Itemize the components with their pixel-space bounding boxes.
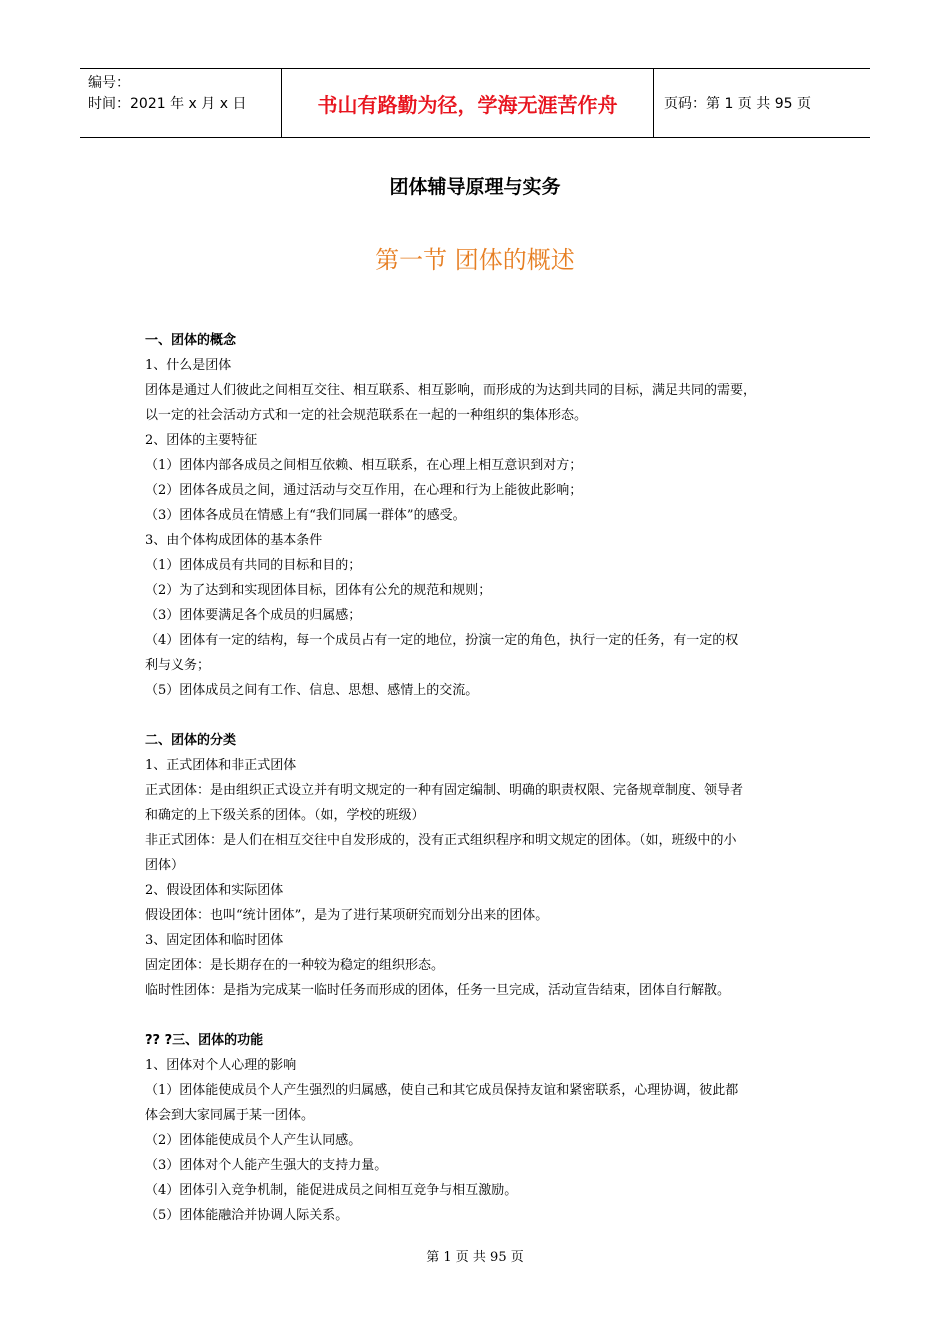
body-line: （1）团体能使成员个人产生强烈的归属感，使自己和其它成员保持友谊和紧密联系，心理协调，彼此都	[145, 1083, 739, 1098]
body-line: 团体是通过人们彼此之间相互交往、相互联系、相互影响，而形成的为达到共同的目标，满足共同的需要，	[145, 383, 757, 398]
document-body	[145, 328, 815, 1228]
body-line: 非正式团体：是人们在相互交往中自发形成的，没有正式组织程序和明文规定的团体。（如，班级中的小	[145, 833, 737, 848]
blank-line	[145, 703, 815, 728]
section-heading: ?? ?三、团体的功能	[145, 1033, 264, 1048]
body-line: （3）团体各成员在情感上有“我们同属一群体”的感受。	[145, 508, 466, 523]
number-label: 编号：	[88, 75, 130, 91]
section-heading: 二、团体的分类	[145, 733, 237, 748]
body-line: 1、团体对个人心理的影响	[145, 1058, 297, 1073]
header-meta	[80, 69, 282, 137]
body-line: 2、团体的主要特征	[145, 433, 258, 448]
body-line: （3）团体要满足各个成员的归属感；	[145, 608, 362, 623]
body-line: （2）团体各成员之间，通过活动与交互作用，在心理和行为上能彼此影响；	[145, 483, 583, 498]
body-line: 以一定的社会活动方式和一定的社会规范联系在一起的一种组织的集体形态。	[145, 408, 588, 423]
header-table	[80, 68, 870, 138]
body-line: 2、假设团体和实际团体	[145, 883, 284, 898]
body-line: 固定团体：是长期存在的一种较为稳定的组织形态。	[145, 958, 445, 973]
body-line: 1、什么是团体	[145, 358, 232, 373]
time-label: 时间：2021 年 x 月 x 日	[88, 96, 247, 112]
page-footer: 第 1 页 共 95 页	[426, 1250, 524, 1265]
body-line: 利与义务；	[145, 658, 211, 673]
body-line: （5）团体成员之间有工作、信息、思想、感情上的交流。	[145, 683, 479, 698]
body-line: （2）为了达到和实现团体目标，团体有公允的规范和规则；	[145, 583, 492, 598]
body-line: （2）团体能使成员个人产生认同感。	[145, 1133, 362, 1148]
header-page-label: 页码：第 1 页 共 95 页	[664, 96, 811, 112]
section-heading: 一、团体的概念	[145, 333, 237, 348]
blank-line	[145, 1003, 815, 1028]
body-line: （5）团体能融洽并协调人际关系。	[145, 1208, 349, 1223]
body-line: 和确定的上下级关系的团体。（如，学校的班级）	[145, 808, 425, 823]
document-title: 团体辅导原理与实务	[389, 176, 561, 198]
body-line: 正式团体：是由组织正式设立并有明文规定的一种有固定编制、明确的职责权限、完备规章制度、领导者	[145, 783, 744, 798]
body-line: （4）团体有一定的结构，每一个成员占有一定的地位，扮演一定的角色，执行一定的任务，有一定的权	[145, 633, 739, 648]
body-line: （1）团体成员有共同的目标和目的；	[145, 558, 362, 573]
body-line: 1、正式团体和非正式团体	[145, 758, 297, 773]
body-line: （3）团体对个人能产生强大的支持力量。	[145, 1158, 388, 1173]
body-line: 假设团体：也叫“统计团体”，是为了进行某项研究而划分出来的团体。	[145, 908, 549, 923]
body-line: 3、固定团体和临时团体	[145, 933, 284, 948]
body-line: （1）团体内部各成员之间相互依赖、相互联系，在心理上相互意识到对方；	[145, 458, 583, 473]
body-line: 3、由个体构成团体的基本条件	[145, 533, 323, 548]
body-line: （4）团体引入竞争机制，能促进成员之间相互竞争与相互激励。	[145, 1183, 518, 1198]
body-line: 临时性团体：是指为完成某一临时任务而形成的团体，任务一旦完成，活动宣告结束，团体自行解散。	[145, 983, 731, 998]
body-line: 团体）	[145, 858, 185, 873]
header-motto: 书山有路勤为径，学海无涯苦作舟	[282, 69, 654, 137]
section-title: 第一节 团体的概述	[375, 246, 575, 274]
body-line: 体会到大家同属于某一团体。	[145, 1108, 315, 1123]
